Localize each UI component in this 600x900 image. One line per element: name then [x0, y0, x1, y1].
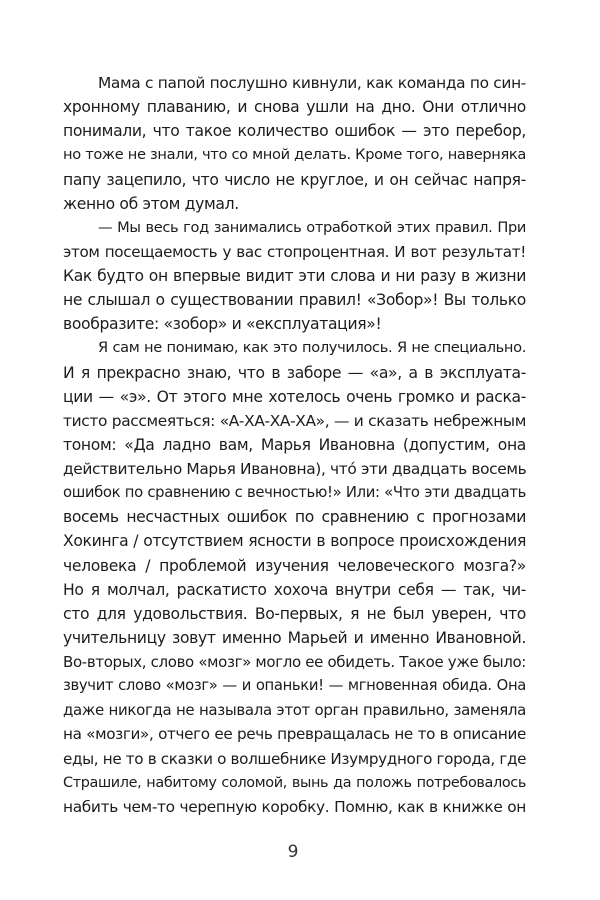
- text-line: Мама с папой послушно кивнули, как команда по син-: [98, 74, 526, 92]
- text-line: вообразите: «зобор» и «експлуатация»!: [63, 315, 382, 334]
- text-line: хронному плаванию, и снова ушли на дно. Они отлично: [63, 98, 526, 117]
- text-line: И я прекрасно знаю, что в заборе — «а», а в эксплуата-: [63, 363, 526, 382]
- text-line: Хокинга / отсутствием ясности в вопросе происхождения: [63, 532, 526, 551]
- text-line: звучит слово «мозг» — и опаньки! — мгновенная обида. Она: [63, 677, 526, 695]
- text-line: на «мозги», отчего ее речь превращалась не то в описание: [63, 725, 526, 744]
- text-line: ошибок по сравнению с вечностью!» Или: «Что эти двадцать: [63, 484, 526, 502]
- text-line: человека / проблемой изучения человеческого мозга?»: [63, 556, 526, 575]
- text-line: набить чем-то черепную коробку. Помню, как в книжке он: [63, 797, 526, 816]
- text-line: учительницу зовут именно Марьей и именно Ивановной.: [63, 628, 526, 647]
- text-line: Во-вторых, слово «мозг» могло ее обидеть. Такое уже было:: [63, 653, 526, 671]
- text-line: папу зацепило, что число не круглое, и он сейчас напря-: [63, 170, 526, 189]
- text-line: тоном: «Да ладно вам, Марья Ивановна (допустим, она: [63, 435, 526, 454]
- page-number: 9: [287, 842, 299, 862]
- body-text: [63, 71, 526, 819]
- text-line: Я сам не понимаю, как это получилось. Я не специально.: [98, 339, 526, 357]
- text-line: этом посещаемость у вас стопроцентная. И вот результат!: [63, 242, 526, 261]
- text-line: — Мы весь год занимались отработкой этих правил. При: [98, 218, 526, 236]
- text-line: Как будто он впервые видит эти слова и ни разу в жизни: [63, 267, 526, 285]
- text-line: тисто рассмеяться: «А-ХА-ХА-ХА», — и сказать небрежным: [63, 411, 526, 430]
- text-line: сто для удовольствия. Во-первых, я не был уверен, что: [63, 604, 526, 623]
- text-line: но тоже не знали, что со мной делать. Кроме того, наверняка: [63, 146, 526, 164]
- text-line: Страшиле, набитому соломой, вынь да положь потребовалось: [63, 774, 526, 791]
- text-line: женно об этом думал.: [63, 194, 239, 213]
- text-line: восемь несчастных ошибок по сравнению с прогнозами: [63, 508, 526, 527]
- text-line: даже никогда не называла этот орган правильно, заменяла: [63, 701, 526, 720]
- text-line: не слышал о существовании правил! «Зобор»! Вы только: [63, 291, 526, 310]
- text-line: ции — «э». От этого мне хотелось очень громко и раска-: [63, 387, 526, 406]
- text-line: понимали, что такое количество ошибок — это перебор,: [63, 122, 526, 141]
- text-line: Но я молчал, раскатисто хохоча внутри себя — так, чи-: [63, 580, 526, 599]
- text-line: действительно Марья Ивановна), чтó эти двадцать восемь: [63, 460, 527, 478]
- text-line: еды, не то в сказки о волшебнике Изумрудного города, где: [63, 749, 527, 768]
